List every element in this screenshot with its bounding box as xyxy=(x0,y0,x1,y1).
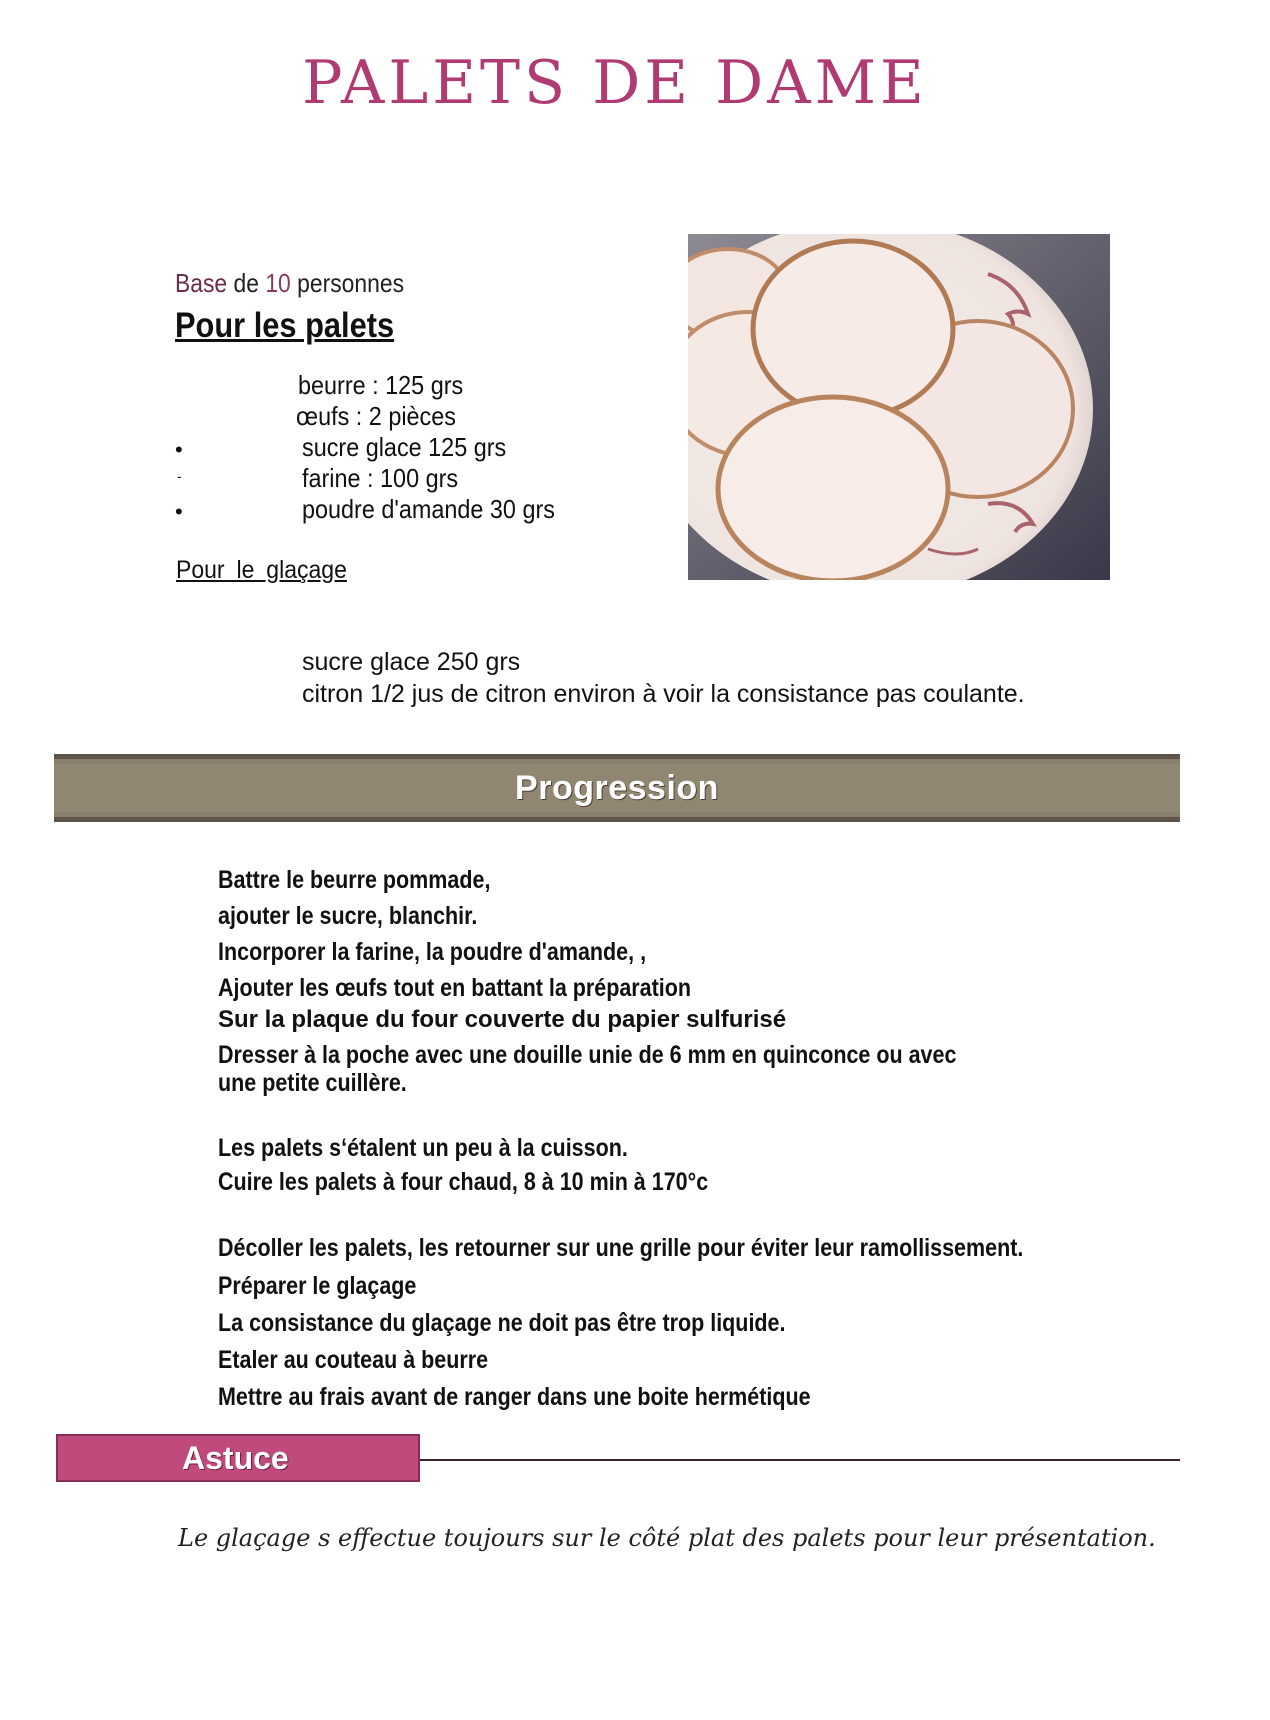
step-line: Sur la plaque du four couverte du papier sulfurisé xyxy=(218,1006,787,1033)
glacage-heading: Pour le glaçage xyxy=(176,556,347,584)
servings-personnes: personnes xyxy=(297,268,405,298)
step-line: Cuire les palets à four chaud, 8 à 10 min à 170°c xyxy=(218,1168,709,1196)
step-line: Battre le beurre pommade, xyxy=(218,866,491,894)
step-line: La consistance du glaçage ne doit pas être trop liquide. xyxy=(218,1309,786,1337)
palets-photo xyxy=(688,234,1110,580)
step-line: Mettre au frais avant de ranger dans une boite hermétique xyxy=(218,1383,811,1411)
progression-label: Progression xyxy=(515,769,719,807)
ingredient-item: œufs : 2 pièces xyxy=(296,401,456,431)
step-line: Etaler au couteau à beurre xyxy=(218,1346,489,1374)
ingredient-item: farine : 100 grs xyxy=(302,463,459,493)
ingredient-item: beurre : 125 grs xyxy=(298,370,464,400)
glacage-item: citron 1/2 jus de citron environ à voir la consistance pas coulante. xyxy=(302,680,1025,708)
page-title: PALETS DE DAME xyxy=(302,48,928,118)
astuce-text: Le glaçage s effectue toujours sur le côté plat des palets pour leur présentation. xyxy=(178,1524,1156,1552)
servings-line xyxy=(175,268,404,299)
servings-base: Base xyxy=(175,268,228,298)
step-line: Ajouter les œufs tout en battant la préparation xyxy=(218,974,692,1002)
step-line: une petite cuillère. xyxy=(218,1069,407,1097)
step-line: Dresser à la poche avec une douille unie de 6 mm en quinconce ou avec xyxy=(218,1041,957,1069)
palets-heading: Pour les palets xyxy=(175,306,395,345)
step-line: Décoller les palets, les retourner sur une grille pour éviter leur ramollissement. xyxy=(218,1234,1024,1262)
glacage-item: sucre glace 250 grs xyxy=(302,648,521,676)
astuce-label: Astuce xyxy=(182,1440,289,1476)
bullet-3: • xyxy=(175,499,183,524)
step-line: Les palets s‘étalent un peu à la cuisson. xyxy=(218,1134,628,1162)
astuce-divider xyxy=(420,1459,1180,1461)
step-line: Incorporer la farine, la poudre d'amande, , xyxy=(218,938,647,966)
step-line: ajouter le sucre, blanchir. xyxy=(218,902,478,930)
step-line: Préparer le glaçage xyxy=(218,1272,417,1300)
ingredient-item: poudre d'amande 30 grs xyxy=(302,494,555,524)
bullet-1: • xyxy=(175,437,183,462)
servings-count: 10 xyxy=(265,268,291,298)
ingredient-item: sucre glace 125 grs xyxy=(302,432,507,462)
servings-de: de xyxy=(233,268,259,298)
bullet-2: - xyxy=(177,468,182,484)
